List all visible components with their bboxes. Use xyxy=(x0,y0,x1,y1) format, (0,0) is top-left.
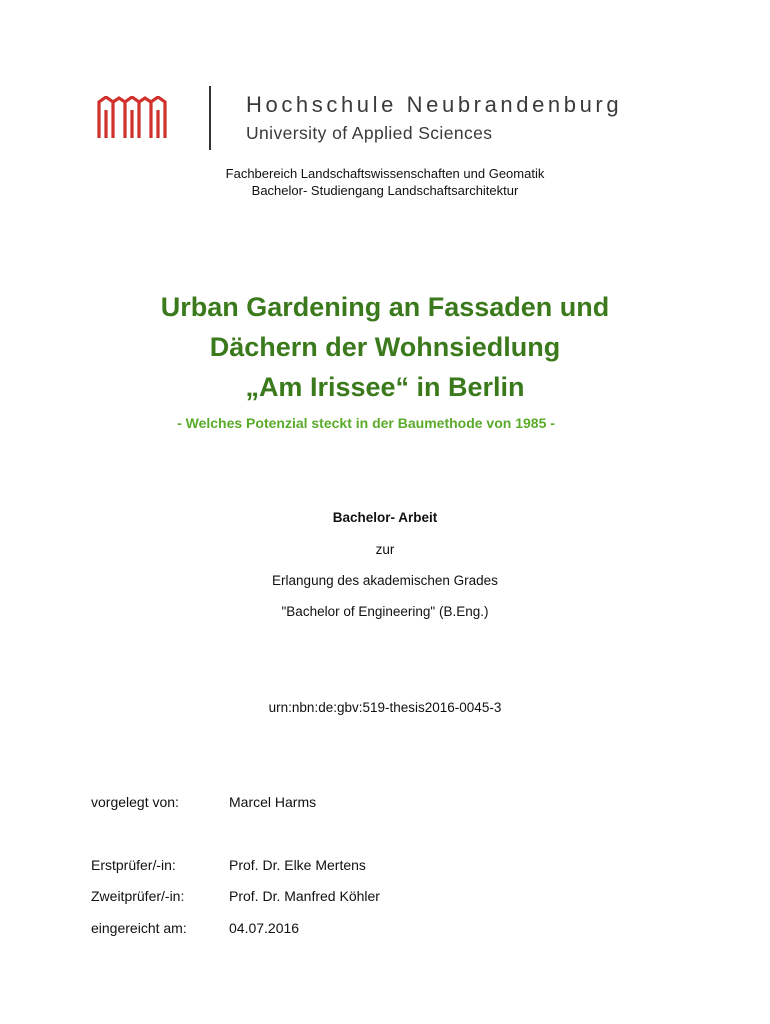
thesis-type: Bachelor- Arbeit xyxy=(332,510,438,525)
department-line: Fachbereich Landschaftswissenschaften und Geomatik xyxy=(225,166,545,181)
title-line-1: Urban Gardening an Fassaden und xyxy=(160,292,610,322)
second-examiner-value: Prof. Dr. Manfred Köhler xyxy=(229,888,380,904)
thesis-degree: "Bachelor of Engineering" (B.Eng.) xyxy=(281,604,489,619)
thesis-purpose: Erlangung des akademischen Grades xyxy=(272,573,498,588)
second-examiner-label: Zweitprüfer/-in: xyxy=(91,888,185,904)
university-name: Hochschule Neubrandenburg xyxy=(246,92,623,117)
first-examiner-value: Prof. Dr. Elke Mertens xyxy=(229,857,366,873)
thesis-urn: urn:nbn:de:gbv:519-thesis2016-0045-3 xyxy=(268,700,502,715)
submission-date-label: eingereicht am: xyxy=(91,920,187,936)
submitted-by-value: Marcel Harms xyxy=(229,794,317,810)
logo-divider xyxy=(209,86,211,150)
title-line-3: „Am Irissee“ in Berlin xyxy=(245,372,525,402)
title-line-2: Dächern der Wohnsiedlung xyxy=(209,332,561,362)
thesis-title xyxy=(0,287,770,407)
department-block xyxy=(0,165,770,199)
submitted-by-label: vorgelegt von: xyxy=(91,794,179,810)
thesis-zur: zur xyxy=(375,542,395,557)
university-subtitle: University of Applied Sciences xyxy=(246,123,493,143)
university-logo-icon xyxy=(96,96,176,140)
thesis-subtitle: - Welches Potenzial steckt in der Baumethode von 1985 - xyxy=(177,415,555,431)
first-examiner-label: Erstprüfer/-in: xyxy=(91,857,176,873)
submission-date-value: 04.07.2016 xyxy=(229,920,300,936)
program-line: Bachelor- Studiengang Landschaftsarchitektur xyxy=(251,183,519,198)
